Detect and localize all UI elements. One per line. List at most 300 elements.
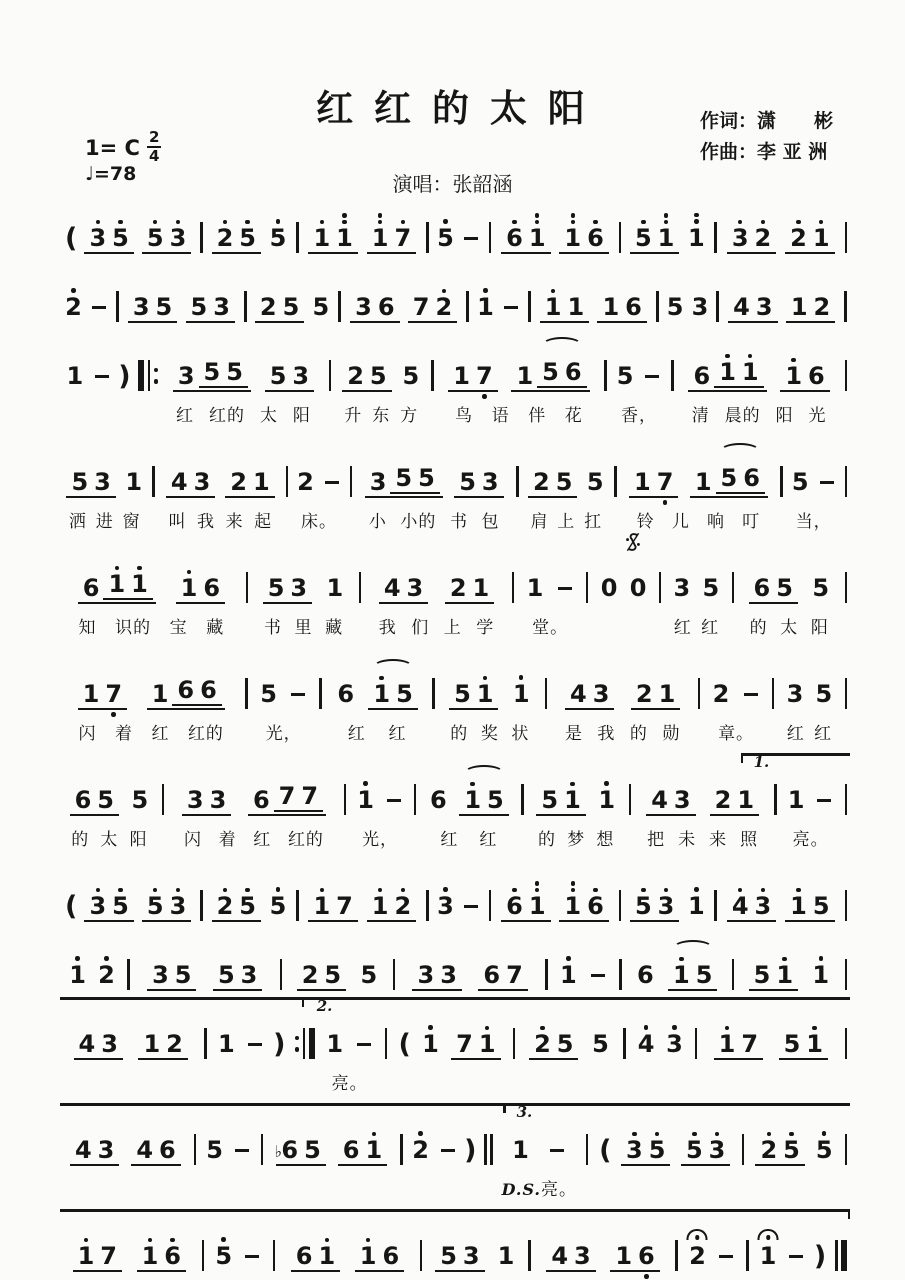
measure-notes: [432, 874, 486, 922]
measure: [158, 450, 283, 531]
lyric-row: [349, 825, 411, 849]
measure-notes: [472, 275, 525, 323]
octave-dots: [89, 888, 106, 893]
note-digit: 5: [702, 573, 720, 602]
note-digit: 5: [635, 226, 652, 250]
note-digit: 7: [105, 682, 122, 706]
lyric-syllable: 阳: [292, 406, 311, 426]
beam-group: [142, 226, 191, 254]
lyric-syllable: 光，: [362, 830, 399, 850]
note-digit: 2: [301, 961, 319, 989]
octave-dot: [111, 712, 116, 717]
beam-group: [70, 1138, 119, 1166]
ds-marking: D.S.: [501, 1180, 541, 1199]
octave-dots: [742, 354, 759, 359]
note-digit: 2: [755, 226, 772, 250]
octave-dots: [89, 220, 106, 225]
repeat-dots: [295, 1036, 300, 1052]
note-digit: 3: [152, 961, 169, 989]
note-digit: 5: [282, 293, 300, 321]
barline-single: [619, 222, 622, 253]
measure: [425, 1224, 525, 1272]
beam-group: [138, 1032, 187, 1060]
barline-single: [698, 678, 701, 709]
octave-dots: [686, 1132, 703, 1137]
note-digit: 1: [313, 894, 330, 918]
measure: [60, 556, 243, 637]
barline-single: [152, 466, 155, 497]
beam-group: [629, 470, 678, 498]
measure-notes: [425, 1224, 525, 1272]
octave-dots: [479, 1026, 496, 1031]
octave-dot: [104, 956, 109, 961]
measure-notes: [206, 206, 293, 254]
note-digit: 1: [82, 680, 100, 708]
barline-single: [338, 291, 341, 322]
octave-dot: [822, 1131, 827, 1136]
lyric-syllable: 红: [440, 830, 459, 850]
measure: [432, 206, 486, 254]
measure: [518, 1012, 620, 1093]
octave-dots: [394, 888, 411, 893]
note-digit: 5: [487, 786, 504, 814]
measure: [206, 874, 293, 922]
measure-notes: [494, 874, 616, 922]
lyric-row: [318, 1069, 382, 1093]
barline-single: [329, 360, 332, 391]
measure-notes: [291, 450, 347, 498]
note-digit: 6: [252, 786, 270, 814]
measure: [737, 556, 841, 637]
lyric-row: [786, 507, 842, 531]
octave-dot: [641, 220, 646, 225]
note-digit: 4: [170, 468, 188, 496]
octave-dot: [342, 213, 347, 218]
duration-dash: [744, 693, 758, 697]
octave-dots: [776, 957, 793, 962]
lyric-syllable: 扛: [584, 512, 603, 532]
note-digit: 2: [534, 1032, 551, 1056]
note-digit: 1: [529, 894, 546, 918]
lyric-row: [591, 1175, 738, 1199]
lyric-row: [419, 825, 518, 849]
time-signature: $\frac{2}{4}$: [148, 128, 160, 165]
octave-dots: [783, 1132, 800, 1137]
octave-dots: [217, 220, 234, 225]
lyric-syllable: 洒: [68, 512, 87, 532]
barline-single: [432, 678, 435, 709]
note-digit: 6: [743, 464, 760, 492]
note-digit: 2: [166, 1030, 183, 1058]
measure: [438, 662, 542, 743]
note-digit: 6: [177, 676, 195, 704]
barline-single: [273, 1240, 276, 1271]
measure-notes: [624, 874, 711, 922]
beam-group: [342, 364, 391, 392]
beam-group: [131, 1138, 180, 1166]
octave-dot: [692, 1132, 697, 1137]
measure: [210, 1012, 292, 1093]
note-digit: 6: [506, 226, 523, 250]
note-digit: 1: [318, 1244, 335, 1268]
beam-group: [529, 1032, 578, 1060]
lyric-syllable: 红的: [187, 724, 224, 744]
note-digit: 1: [125, 467, 143, 496]
lyric-syllable: 里: [294, 618, 313, 638]
volta-bracket-line: [60, 1209, 850, 1212]
note-digit: 5: [720, 464, 738, 492]
measure: [624, 874, 711, 922]
note-digit: 5: [686, 1138, 703, 1162]
lyric-syllable: 来: [225, 512, 244, 532]
beam-group: [630, 226, 679, 254]
note-digit: 5: [369, 362, 387, 390]
measure: [534, 1224, 673, 1272]
duration-dash: [789, 1255, 803, 1259]
barline-single: [671, 360, 674, 391]
measure-row: [60, 1012, 850, 1093]
barline-single: [512, 572, 515, 603]
octave-dots: [598, 781, 615, 786]
note-digit: 6: [637, 960, 654, 989]
octave-dot: [664, 213, 669, 218]
duration-dash: [95, 375, 109, 379]
lyric-syllable: 东: [372, 406, 391, 426]
octave-dots: [357, 781, 374, 786]
measure-notes: [551, 943, 616, 991]
measure-notes: [302, 874, 424, 922]
measure-row: [60, 556, 850, 637]
octave-dot: [535, 220, 540, 225]
measure-notes: [681, 1224, 744, 1272]
octave-dots: [638, 1025, 655, 1030]
note-digit: 5: [402, 361, 420, 390]
octave-dot: [443, 887, 448, 892]
measure: [302, 206, 424, 254]
octave-dot: [115, 566, 120, 571]
volta-bracket-tick: [848, 1209, 851, 1219]
note-digit: 5: [437, 226, 454, 250]
octave-dot: [672, 1025, 677, 1030]
measure-row: [60, 662, 850, 743]
barline-single: [623, 1028, 626, 1059]
octave-dots: [755, 220, 772, 225]
note-digit: 5: [816, 1138, 833, 1162]
lyric-syllable: 红: [701, 618, 720, 638]
measure: [60, 874, 197, 922]
octave-dots: [635, 220, 652, 225]
measure-notes: [364, 556, 509, 604]
octave-dot: [519, 675, 524, 680]
lyric-row: [550, 719, 694, 743]
beam-group: [478, 963, 527, 991]
octave-dot: [379, 676, 384, 681]
beam-group: [274, 784, 323, 812]
lyric-row: [251, 719, 316, 743]
note-digit: 5: [206, 1135, 223, 1164]
note-digit: 4: [74, 1136, 92, 1164]
measure-notes: [60, 450, 149, 498]
note-digit: 4: [78, 1030, 96, 1058]
note-digit: 1: [564, 788, 581, 812]
octave-dots: [666, 1025, 683, 1030]
measure: [700, 1012, 841, 1093]
lyric-row: [60, 1069, 201, 1093]
beam-group: [528, 470, 577, 498]
note-digit: 2: [449, 574, 467, 602]
beam-group: [147, 678, 225, 710]
note-digit: 3: [132, 293, 150, 321]
measure: [610, 344, 668, 425]
lyric-syllable: 梦: [567, 830, 586, 850]
singer-credit: 演唱：张韶涵: [392, 172, 513, 196]
lyric-row: [266, 1175, 397, 1199]
note-digit: 1: [737, 786, 755, 814]
note-digit: 3: [97, 1136, 115, 1164]
duration-dash: [291, 693, 305, 697]
measure-notes: [60, 1012, 201, 1060]
octave-dots: [239, 888, 256, 893]
measure: [390, 1012, 510, 1093]
measure: [285, 943, 389, 991]
beam-group: [172, 678, 221, 706]
volta-label: 2.: [316, 997, 333, 1015]
note-digit: 3: [626, 1138, 643, 1162]
beam-group: [248, 784, 326, 816]
note-digit: 5: [304, 1136, 321, 1164]
note-digit: 5: [97, 786, 114, 814]
measure: [334, 344, 428, 425]
measure: [199, 1118, 258, 1199]
beam-group: [390, 466, 439, 494]
note-digit: 5: [112, 226, 129, 250]
barline-single: [845, 890, 848, 921]
octave-dots: [65, 288, 82, 293]
note-digit: 1: [143, 1030, 161, 1058]
octave-dots: [534, 1026, 551, 1031]
barline-single: [545, 678, 548, 709]
measure-notes: [60, 768, 159, 816]
note-digit: 1: [218, 1029, 235, 1058]
octave-dots: [564, 782, 581, 787]
beam-group: [786, 295, 835, 323]
lyric-syllable: 上: [557, 512, 576, 532]
beam-group: [137, 1244, 186, 1272]
octave-dots: [719, 354, 736, 359]
barline-single: [772, 678, 775, 709]
octave-dot: [796, 220, 801, 225]
lyric-row: [747, 1175, 841, 1199]
lyric-row: [355, 507, 513, 531]
beam-group: [367, 894, 416, 922]
lyric-syllable: 红: [479, 830, 498, 850]
octave-dots: [529, 213, 546, 224]
octave-dots: [435, 289, 452, 294]
lyric-syllable: 我: [597, 724, 616, 744]
note-digit: 5: [454, 680, 471, 708]
octave-dot: [401, 888, 406, 893]
lyric-syllable: 叮: [742, 512, 761, 532]
lyric-syllable: 我: [197, 512, 216, 532]
note-digit: 5: [270, 894, 287, 918]
beam-group: [84, 894, 133, 922]
barline-single: [586, 572, 589, 603]
octave-dot: [694, 213, 699, 218]
lyric-syllable: 阳: [775, 406, 794, 426]
octave-dot: [641, 888, 646, 893]
measure-notes: [620, 450, 778, 498]
measure: [550, 662, 694, 743]
lyric-syllable: 红: [673, 618, 692, 638]
note-digit: 3: [592, 680, 610, 708]
measure-notes: [398, 943, 542, 991]
barline-single: [845, 360, 848, 391]
barline-single: [521, 784, 524, 815]
beam-group: [714, 360, 763, 388]
beam-group: [308, 894, 357, 922]
beam-group: [621, 1138, 670, 1166]
measure-notes: [60, 344, 135, 392]
lyric-row: [629, 1069, 692, 1093]
octave-dot: [535, 888, 540, 893]
beam-group: [66, 470, 115, 498]
measure: [494, 206, 616, 254]
lyric-row: [620, 507, 778, 531]
line-11: [60, 1103, 850, 1200]
measure-notes: [325, 662, 429, 710]
note-digit: 1: [453, 362, 470, 390]
measure-notes: [251, 662, 316, 710]
lyric-syllable: 太: [259, 406, 278, 426]
note-digit: 5: [812, 892, 830, 920]
octave-dot: [664, 220, 669, 225]
octave-dot: [378, 213, 383, 218]
octave-dot: [118, 888, 123, 893]
lyric-syllable: 书: [449, 512, 468, 532]
lyric-syllable: 红: [388, 724, 407, 744]
measure-notes: [278, 1224, 417, 1272]
line-4: [60, 450, 850, 531]
barline-single: [489, 222, 492, 253]
barline-single: [845, 1134, 848, 1165]
octave-dot: [153, 888, 158, 893]
duration-dash: [387, 799, 401, 803]
note-digit: 3: [89, 894, 106, 918]
measure-notes: [703, 662, 768, 710]
note-digit: 5: [791, 467, 809, 496]
lyric-row: [527, 825, 626, 849]
note-digit: 5: [440, 1242, 457, 1270]
note-digit: 1: [472, 574, 490, 602]
measure-row: [60, 450, 850, 531]
barline-double: [484, 1134, 493, 1165]
barline-single: [845, 222, 848, 253]
flat-icon: ♭: [274, 1142, 283, 1161]
octave-dot: [819, 956, 824, 961]
lyric-syllable: 上: [443, 618, 462, 638]
measure: [60, 344, 135, 425]
note-digit: 1: [372, 894, 389, 918]
lyric-syllable: 着: [114, 724, 133, 744]
lyric-syllable: 小的: [400, 512, 437, 532]
barline-single: [261, 1134, 264, 1165]
note-digit: 1: [688, 894, 705, 918]
note-digit: 1: [564, 226, 581, 250]
measure-notes: [355, 450, 513, 498]
volta-bracket-tick: [741, 753, 744, 763]
octave-dot: [325, 1238, 330, 1243]
octave-dots: [131, 566, 148, 571]
header: [0, 0, 905, 200]
line-3: [60, 344, 850, 425]
measure: [60, 450, 149, 531]
octave-dots: [215, 1237, 232, 1242]
measure: [60, 662, 242, 743]
lyric-syllable: 们: [411, 618, 430, 638]
measure-notes: [527, 768, 626, 816]
note-digit: 3: [213, 293, 230, 321]
note-digit: 0: [600, 573, 618, 602]
lyric-syllable: 未: [678, 830, 697, 850]
octave-dots: [477, 288, 494, 293]
lyric-syllable: 宝: [169, 618, 188, 638]
measure: [737, 943, 841, 991]
note-digit: 5: [360, 960, 378, 989]
line-10: [60, 997, 850, 1094]
note-digit: 2: [689, 1244, 706, 1268]
lyric-syllable: 伴: [528, 406, 547, 426]
beam-group: [559, 226, 608, 254]
duration-dash: [820, 481, 834, 485]
note-digit: 1: [633, 468, 651, 496]
measure-notes: [677, 344, 842, 392]
barline-single: [528, 1240, 531, 1271]
note-digit: 7: [657, 470, 674, 494]
lyric-row: [406, 1175, 481, 1199]
lyric-syllable: 光: [808, 406, 827, 426]
lyric-row: [161, 401, 326, 425]
barline-single: [845, 784, 848, 815]
measure-notes: [60, 874, 197, 922]
octave-dots: [164, 1238, 181, 1243]
measure-notes: [432, 206, 486, 254]
octave-dot: [512, 888, 517, 893]
octave-dot: [96, 888, 101, 893]
beam-group: [688, 360, 766, 392]
lyric-syllable: 堂。: [532, 618, 569, 638]
note-digit: 7: [100, 1242, 117, 1270]
note-digit: 6 ♭: [274, 1136, 299, 1164]
octave-dots: [170, 888, 187, 893]
octave-dot: [796, 888, 801, 893]
note-digit: 3: [170, 894, 187, 918]
beam-group: [779, 1032, 828, 1060]
octave-dots: [105, 712, 122, 717]
measure-notes: [634, 768, 771, 816]
note-digit: 1: [373, 682, 390, 706]
lyric-syllable: 红: [176, 406, 195, 426]
lyric-syllable: 我: [378, 618, 397, 638]
measure-notes: [518, 1012, 620, 1060]
barline-single: [426, 222, 429, 253]
lyric-syllable: 着: [218, 830, 237, 850]
barline-single: [200, 222, 203, 253]
note-digit: 1: [719, 1032, 736, 1056]
slur-arc: [673, 940, 713, 956]
note-digit: 5: [542, 358, 559, 386]
measure-notes: [334, 344, 428, 392]
measure-notes: [302, 206, 424, 254]
